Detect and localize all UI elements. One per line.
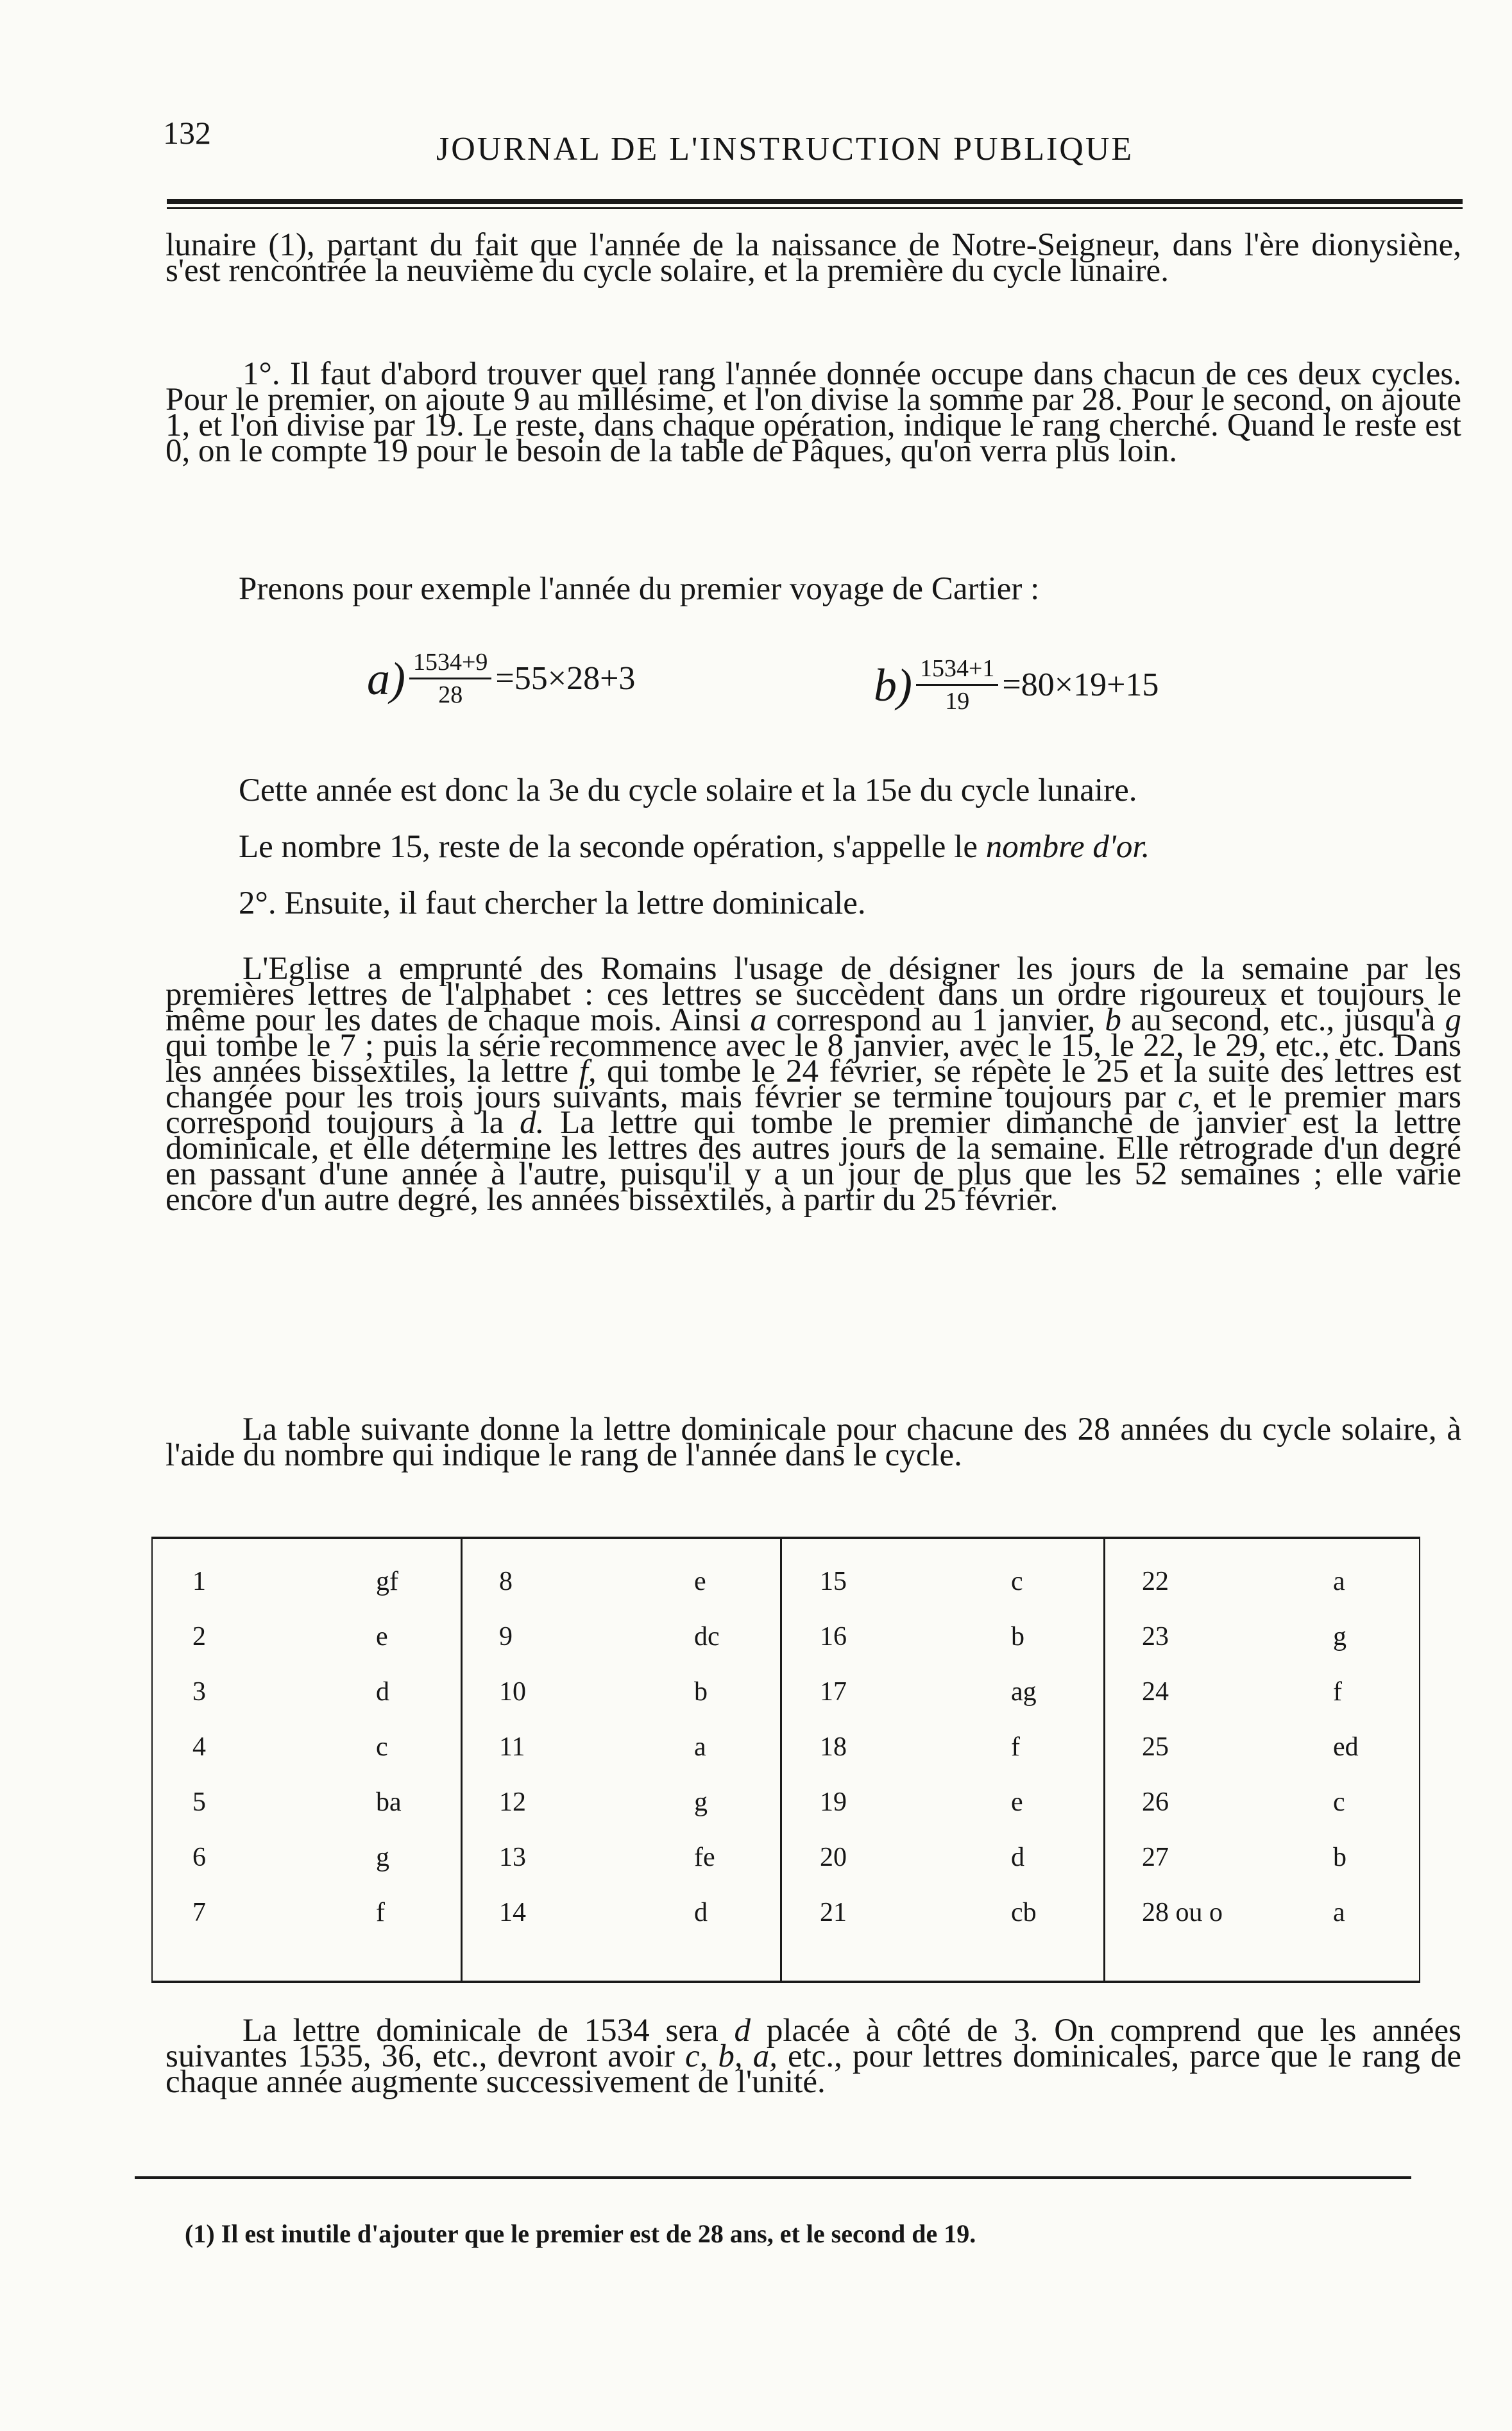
text-run: qui tombe le 7 ; puis la série recommence avec le 8 janvier, avec le 15, le 22, le 29, etc., etc. Dans les années bissextiles, la lettre <box>166 1028 1461 1089</box>
text-run-italic: a <box>750 1002 767 1038</box>
table-dominical-letter: a <box>1333 1567 1345 1596</box>
table-year-rank: 21 <box>820 1898 847 1927</box>
table-dominical-letter: ba <box>376 1787 402 1817</box>
table-year-rank: 1 <box>192 1567 206 1596</box>
paragraph-dominical-letters <box>166 951 1461 1218</box>
formula-b-fraction <box>916 654 998 715</box>
text-run: La lettre qui tombe le premier dimanche de janvier est la lettre dominicale, et elle détermine les lettres des autres jours de la semaine. Elle rétrograde d'un degré en passant d'une année à l'autre, puisqu'il y a un jour de plus que les 52 semaines ; elle varie encore d'un autre degré, les années bissextiles, à partir du 25 février. <box>166 1105 1461 1218</box>
table-dominical-letter: d <box>694 1898 708 1927</box>
footnote-rule <box>135 2176 1411 2179</box>
text-run: La lettre dominicale de 1534 sera <box>242 2013 735 2049</box>
paragraph-step-2: 2°. Ensuite, il faut chercher la lettre dominicale. <box>239 885 866 921</box>
text-run-italic: c, b, a, <box>685 2038 777 2074</box>
formula-b-label: b) <box>874 659 912 711</box>
page-number: 132 <box>163 115 211 151</box>
table-dominical-letter: b <box>1333 1843 1346 1872</box>
footnote: (1) Il est inutile d'ajouter que le premier est de 28 ans, et le second de 19. <box>185 2219 976 2248</box>
formula-b <box>874 654 1159 715</box>
table-year-rank: 20 <box>820 1843 847 1872</box>
table-dominical-letter: gf <box>376 1567 398 1596</box>
table-column-divider <box>780 1539 782 1981</box>
text-run-italic: d <box>734 2013 751 2049</box>
header-rule <box>167 199 1463 204</box>
table-year-rank: 25 <box>1142 1732 1169 1762</box>
table-year-rank: 13 <box>499 1843 526 1872</box>
table-year-rank: 19 <box>820 1787 847 1817</box>
table-year-rank: 24 <box>1142 1677 1169 1707</box>
table-dominical-letter: g <box>694 1787 708 1817</box>
table-dominical-letter: dc <box>694 1622 720 1651</box>
dominical-letter-table <box>151 1537 1420 1983</box>
text-run-italic: d. <box>520 1105 545 1141</box>
text-run-italic: g <box>1445 1002 1461 1038</box>
text-run: qui tombe le 24 février, se répète le 25 et la suite des lettres est changée pour les trois jours suivants, mais février se termine toujours par <box>166 1053 1461 1115</box>
table-year-rank: 7 <box>192 1898 206 1927</box>
text-run: correspond au 1 janvier, <box>766 1002 1105 1038</box>
table-dominical-letter: ed <box>1333 1732 1359 1762</box>
table-year-rank: 18 <box>820 1732 847 1762</box>
table-dominical-letter: c <box>376 1732 388 1762</box>
table-year-rank: 6 <box>192 1843 206 1872</box>
paragraph-golden-number <box>239 828 1150 866</box>
golden-number-text: Le nombre 15, reste de la seconde opération, s'appelle le <box>239 829 986 865</box>
table-year-rank: 26 <box>1142 1787 1169 1817</box>
formula-b-result: =80×19+15 <box>1002 667 1159 703</box>
table-dominical-letter: g <box>376 1843 389 1872</box>
table-dominical-letter: c <box>1333 1787 1345 1817</box>
table-dominical-letter: g <box>1333 1622 1346 1651</box>
formula-a-denominator: 28 <box>438 681 463 708</box>
table-dominical-letter: d <box>1011 1843 1024 1872</box>
paragraph-result: Cette année est donc la 3e du cycle solaire et la 15e du cycle lunaire. <box>239 772 1137 808</box>
table-year-rank: 28 ou o <box>1142 1898 1223 1927</box>
table-dominical-letter: ag <box>1011 1677 1037 1707</box>
table-dominical-letter: e <box>376 1622 388 1651</box>
text-run-italic: c, <box>1178 1079 1201 1115</box>
text-run: et le premier mars correspond toujours à la <box>166 1079 1461 1141</box>
formula-a <box>367 648 635 709</box>
header-rule-thin <box>167 207 1463 209</box>
text-run-italic: f, <box>579 1053 597 1089</box>
table-dominical-letter: a <box>1333 1898 1345 1927</box>
table-dominical-letter: a <box>694 1732 706 1762</box>
table-year-rank: 22 <box>1142 1567 1169 1596</box>
table-year-rank: 4 <box>192 1732 206 1762</box>
table-year-rank: 5 <box>192 1787 206 1817</box>
table-dominical-letter: e <box>694 1567 706 1596</box>
table-dominical-letter: f <box>1011 1732 1020 1762</box>
running-title: JOURNAL DE L'INSTRUCTION PUBLIQUE <box>436 131 1134 167</box>
formula-a-fraction <box>409 648 491 709</box>
table-dominical-letter: d <box>376 1677 389 1707</box>
table-year-rank: 8 <box>499 1567 513 1596</box>
table-dominical-letter: f <box>376 1898 385 1927</box>
formula-a-result: =55×28+3 <box>495 660 636 697</box>
table-year-rank: 17 <box>820 1677 847 1707</box>
table-year-rank: 15 <box>820 1567 847 1596</box>
table-dominical-letter: e <box>1011 1787 1023 1817</box>
table-year-rank: 27 <box>1142 1843 1169 1872</box>
table-dominical-letter: fe <box>694 1843 715 1872</box>
table-year-rank: 23 <box>1142 1622 1169 1651</box>
text-run-italic: b <box>1105 1002 1121 1038</box>
text-run: placée à côté de 3. On comprend que les années suivantes 1535, 36, etc., devront avoir <box>166 2013 1461 2074</box>
table-year-rank: 11 <box>499 1732 525 1762</box>
table-dominical-letter: f <box>1333 1677 1342 1707</box>
paragraph-conclusion <box>166 2013 1462 2100</box>
paragraph-table-intro: La table suivante donne la lettre dominicale pour chacune des 28 années du cycle solaire, à l'aide du nombre qui indique le rang de l'année dans le cycle. <box>166 1412 1461 1473</box>
table-year-rank: 10 <box>499 1677 526 1707</box>
paragraph-example: Prenons pour exemple l'année du premier voyage de Cartier : <box>239 571 1040 607</box>
table-dominical-letter: c <box>1011 1567 1023 1596</box>
text-run: au second, etc., jusqu'à <box>1121 1002 1445 1038</box>
table-year-rank: 14 <box>499 1898 526 1927</box>
table-column-divider <box>461 1539 463 1981</box>
golden-number-term: nombre d'or. <box>985 829 1150 865</box>
table-year-rank: 12 <box>499 1787 526 1817</box>
formula-a-label: a) <box>367 653 405 704</box>
table-column-divider <box>1103 1539 1105 1981</box>
paragraph-step-1: 1°. Il faut d'abord trouver quel rang l'année donnée occupe dans chacun de ces deux cycles. Pour le premier, on ajoute 9 au millésime, et l'on divise la somme par 28. Pour le second, on ajoute 1, et l'on divise par 19. Le reste, dans chaque opération, indique le rang cherché. Quand le reste est 0, on le compte 19 pour le besoin de la table de Pâques, qu'on verra plus loin. <box>166 356 1461 469</box>
table-year-rank: 2 <box>192 1622 206 1651</box>
formula-b-denominator: 19 <box>945 688 970 715</box>
table-year-rank: 16 <box>820 1622 847 1651</box>
formula-b-numerator: 1534+1 <box>916 654 998 686</box>
table-dominical-letter: b <box>694 1677 708 1707</box>
text-run: L'Eglise a emprunté des Romains l'usage de désigner les jours de la semaine par les premières lettres de l'alphabet : ces lettres se succèdent dans un ordre rigoureux et toujours le même pour les dates de chaque mois. Ainsi <box>166 951 1461 1038</box>
text-run: etc., pour lettres dominicales, parce que le rang de chaque année augmente successivement de l'unité. <box>166 2038 1462 2100</box>
paragraph-intro: lunaire (1), partant du fait que l'année de la naissance de Notre-Seigneur, dans l'ère dionysiène, s'est rencontrée la neuvième du cycle solaire, et la première du cycle lunaire. <box>166 227 1461 289</box>
table-dominical-letter: b <box>1011 1622 1024 1651</box>
table-dominical-letter: cb <box>1011 1898 1037 1927</box>
formula-a-numerator: 1534+9 <box>409 648 491 679</box>
table-year-rank: 9 <box>499 1622 513 1651</box>
table-year-rank: 3 <box>192 1677 206 1707</box>
